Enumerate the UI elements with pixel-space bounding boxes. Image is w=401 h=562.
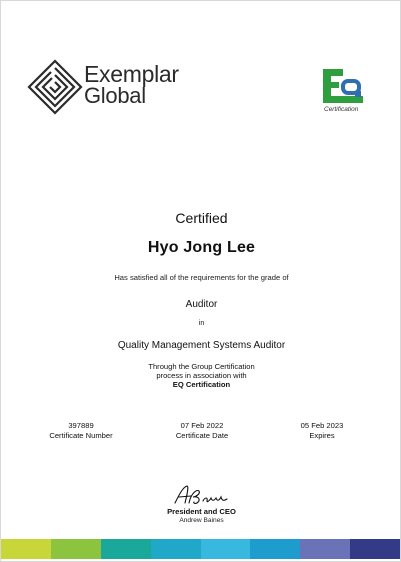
color-bar-segment [250,539,300,559]
color-bar-segment [1,539,51,559]
certificate-date: 07 Feb 2022 [180,421,224,430]
expires-label: Expires [309,431,335,440]
color-bar-segment [300,539,350,559]
certificate-date-label: Certificate Date [175,431,229,440]
certificate-date-block [159,421,245,441]
color-bar-segment [151,539,201,559]
signature-image [169,483,233,507]
expires-date: 05 Feb 2023 [300,421,344,430]
exemplar-global-logo [27,59,187,117]
certificate-number: 397889 [68,421,94,430]
grade: Auditor [185,299,218,310]
through-line-2: process in association with [156,371,247,380]
brand-line-2: Global [84,83,146,108]
requirements-statement: Has satisfied all of the requirements for the grade of [114,273,289,282]
brand-line-1: Exemplar [84,61,179,87]
color-bar-segment [51,539,101,559]
certified-heading: Certified [175,210,228,226]
certificate-number-label: Certificate Number [49,431,113,440]
color-bar [1,539,400,559]
through-line-1: Through the Group Certification [148,362,255,371]
color-bar-segment [101,539,151,559]
color-bar-segment [350,539,400,559]
qualification: Quality Management Systems Auditor [117,340,286,351]
eq-caption: Certification [324,106,359,113]
signatory-title: President and CEO [167,507,236,516]
color-bar-segment [201,539,251,559]
recipient-name: Hyo Jong Lee [147,239,256,256]
in-text: in [198,320,205,327]
expires-block [282,421,362,441]
diamond-maze-icon [27,59,83,115]
through-organization: EQ Certification [172,380,231,389]
signatory-name: Andrew Baines [179,517,224,524]
certificate-number-block [41,421,121,441]
